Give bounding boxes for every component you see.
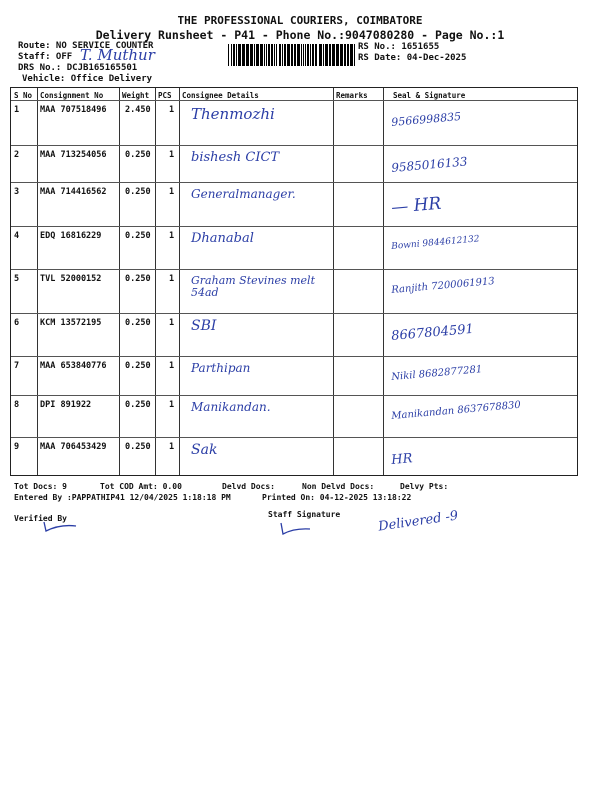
row-sno: 9 (14, 442, 20, 452)
row-sno: 8 (14, 400, 20, 410)
rs-number: RS No.: 1651655 (358, 42, 440, 52)
table-row (11, 100, 577, 145)
row-consignment-no: MAA 707518496 (40, 105, 107, 115)
row-seal-signature: 9566998835 (390, 109, 462, 129)
row-consignment-no: DPI 891922 (40, 400, 92, 410)
route-label: Route: NO SERVICE COUNTER (18, 41, 154, 51)
non-delvd-docs: Non Delvd Docs: (302, 482, 375, 491)
row-consignment-no: MAA 713254056 (40, 150, 107, 160)
runsheet-title: Delivery Runsheet - P41 - Phone No.:9047080280 - Page No.:1 (95, 28, 505, 42)
tot-cod-amt: Tot COD Amt: 0.00 (100, 482, 182, 491)
row-sno: 4 (14, 231, 20, 241)
row-consignee-handwritten: Generalmanager. (191, 187, 296, 201)
company-title: THE PROFESSIONAL COURIERS, COIMBATORE (177, 14, 423, 27)
staff-label: Staff: OFF (18, 52, 73, 62)
col-header-weight: Weight (122, 91, 150, 100)
col-header-consignee: Consignee Details (182, 91, 259, 100)
row-consignee-handwritten: bishesh CICT (191, 150, 280, 165)
col-header-consignment: Consignment No (40, 91, 104, 100)
col-header-seal-signature: Seal & Signature (393, 91, 466, 100)
vehicle-label: Vehicle: Office Delivery (22, 74, 153, 84)
row-pcs: 1 (169, 442, 175, 452)
row-sno: 5 (14, 274, 20, 284)
table-row (11, 395, 577, 437)
row-weight: 0.250 (125, 400, 151, 410)
row-consignment-no: EDQ 16816229 (40, 231, 102, 241)
row-consignee-handwritten: Dhanabal (191, 231, 254, 246)
table-row (11, 182, 577, 226)
delivered-note: Delivered -9 (377, 508, 460, 535)
verifier-signature (40, 518, 80, 534)
row-seal-signature: Ranjith 7200061913 (390, 275, 496, 296)
table-row (11, 437, 577, 477)
delvy-pts: Delvy Pts: (400, 482, 449, 491)
col-header-sno: S No (14, 91, 33, 100)
verified-by-label: Verified By (14, 514, 67, 523)
row-consignee-handwritten: SBI (191, 318, 217, 334)
row-consignment-no: TVL 52000152 (40, 274, 102, 284)
row-pcs: 1 (169, 150, 175, 160)
table-row (11, 145, 577, 182)
row-seal-signature: Nikil 8682877281 (390, 364, 483, 383)
row-seal-signature: Manikandan 8637678830 (390, 399, 522, 422)
row-consignee-handwritten: Sak (191, 442, 218, 458)
row-sno: 7 (14, 361, 20, 371)
row-pcs: 1 (169, 361, 175, 371)
table-row (11, 356, 577, 395)
row-seal-signature: 9585016133 (390, 154, 469, 175)
runsheet-table (10, 87, 578, 476)
row-consignment-no: KCM 13572195 (40, 318, 102, 328)
row-sno: 3 (14, 187, 20, 197)
row-pcs: 1 (169, 318, 175, 328)
row-pcs: 1 (169, 105, 175, 115)
col-header-remarks: Remarks (336, 91, 368, 100)
row-seal-signature: 8667804591 (390, 321, 475, 344)
row-sno: 1 (14, 105, 20, 115)
row-weight: 0.250 (125, 187, 151, 197)
row-pcs: 1 (169, 187, 175, 197)
col-header-pcs: PCS (158, 91, 172, 100)
row-consignee-handwritten: Graham Stevines melt 54ad (191, 274, 315, 300)
row-seal-signature: Bowni 9844612132 (390, 234, 480, 252)
delvd-docs: Delvd Docs: (222, 482, 275, 491)
row-sno: 6 (14, 318, 20, 328)
row-weight: 0.250 (125, 361, 151, 371)
table-row (11, 226, 577, 269)
staff-signature-label: Staff Signature (268, 510, 341, 519)
row-consignment-no: MAA 706453429 (40, 442, 107, 452)
printed-on: Printed On: 04-12-2025 13:18:22 (262, 493, 412, 502)
row-weight: 0.250 (125, 442, 151, 452)
table-row (11, 269, 577, 313)
row-consignment-no: MAA 714416562 (40, 187, 107, 197)
tot-docs: Tot Docs: 9 (14, 482, 67, 491)
row-consignment-no: MAA 653840776 (40, 361, 107, 371)
row-seal-signature: HR (390, 451, 414, 468)
row-consignee-handwritten: Thenmozhi (191, 105, 275, 123)
table-row (11, 313, 577, 356)
row-weight: 0.250 (125, 274, 151, 284)
barcode-image (228, 44, 356, 66)
row-weight: 0.250 (125, 231, 151, 241)
row-pcs: 1 (169, 274, 175, 284)
entered-by: Entered By :PAPPATHIP41 12/04/2025 1:18:18 PM (14, 493, 231, 502)
staff-signature (276, 520, 316, 536)
drs-number: DRS No.: DCJB165165501 (18, 63, 138, 73)
row-weight: 0.250 (125, 318, 151, 328)
row-weight: 2.450 (125, 105, 151, 115)
row-sno: 2 (14, 150, 20, 160)
row-consignee-handwritten: Parthipan (191, 361, 251, 375)
row-pcs: 1 (169, 400, 175, 410)
rs-date: RS Date: 04-Dec-2025 (358, 53, 467, 63)
row-pcs: 1 (169, 231, 175, 241)
row-weight: 0.250 (125, 150, 151, 160)
staff-handwritten: T. Muthur (80, 46, 155, 64)
row-consignee-handwritten: Manikandan. (191, 400, 271, 414)
row-seal-signature: — HR (390, 193, 443, 218)
